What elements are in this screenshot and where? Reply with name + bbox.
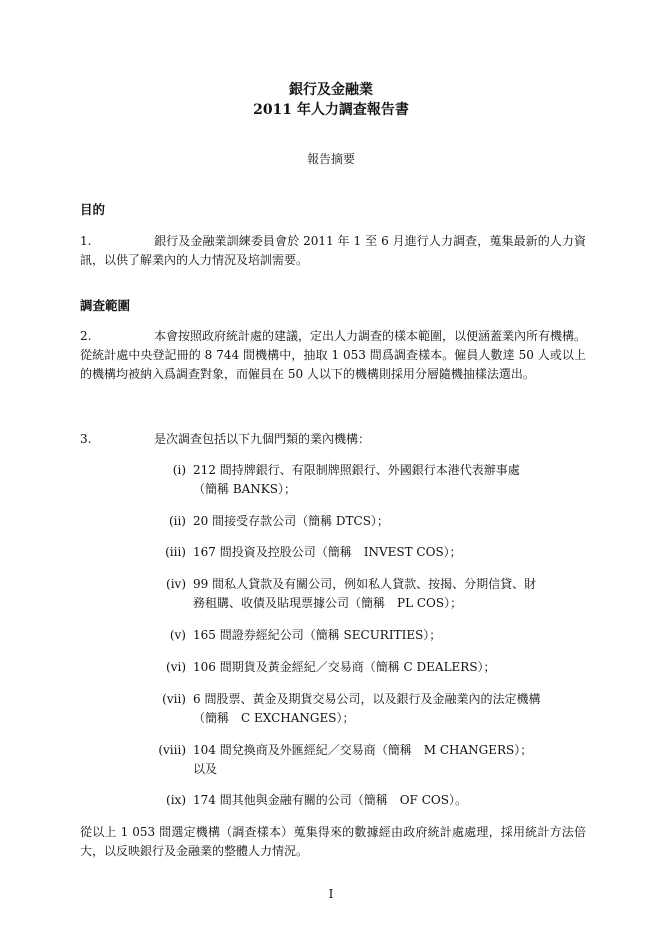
paragraph-1-number: 1. (80, 234, 92, 248)
list-item-marker: (iii) (165, 545, 186, 559)
list-item-marker: (ix) (166, 793, 186, 807)
list-item-text: 212 間持牌銀行、有限制牌照銀行、外國銀行本港代表辦事處（簡稱 BANKS）； (193, 463, 520, 496)
list-item-marker: (v) (169, 628, 186, 642)
list-item-text: 174 間其他與金融有關的公司（簡稱 OF COS）。 (193, 793, 467, 807)
paragraph-2-number: 2. (80, 329, 92, 343)
summary-label: 報告摘要 (306, 152, 355, 166)
paragraph-2-text: 本會按照政府統計處的建議，定出人力調查的樣本範圍，以便涵蓋業內所有機構。從統計處中央登記冊的 8 744 間機構中，抽取 1 053 間爲調查樣本。僱員人數達 50 人或以上的機構均被納入爲調查對象，而僱員在 50 人以下的機構則採用分層隨機抽樣法選出。 (80, 329, 587, 381)
page-number: I (328, 887, 334, 901)
scope-heading: 調查範圍 (80, 298, 131, 313)
list-item-text: 20 間接受存款公司（簡稱 DTCS）； (193, 514, 389, 528)
paragraph-2 (80, 327, 586, 384)
list-item-marker: (viii) (158, 743, 186, 757)
list-item-text: 167 間投資及控股公司（簡稱 INVEST COS）； (193, 545, 462, 559)
list-item-marker: (ii) (168, 514, 186, 528)
paragraph-1-text: 銀行及金融業訓練委員會於 2011 年 1 至 6 月進行人力調查，蒐集最新的人力資訊，以供了解業內的人力情況及培訓需要。 (80, 234, 586, 267)
document-subtitle-year: 2011 年人力調查報告書 (253, 102, 409, 118)
list-item-text: 104 間兌換商及外匯經紀／交易商（簡稱 M CHANGERS）；以及 (193, 743, 533, 776)
list-item-text: 165 間證券經紀公司（簡稱 SECURITIES）； (193, 628, 442, 642)
paragraph-3-number: 3. (80, 432, 92, 446)
list-item-text: 99 間私人貸款及有關公司，例如私人貸款、按揭、分期信貸、財務租購、收債及貼現票據公司（簡稱 PL COS）； (193, 577, 537, 610)
closing-paragraph: 從以上 1 053 間選定機構（調查樣本）蒐集得來的數據經由政府統計處處理，採用統計方法倍大，以反映銀行及金融業的整體人力情況。 (80, 825, 586, 858)
document-title: 銀行及金融業 (289, 82, 373, 98)
list-item-marker: (i) (172, 463, 186, 477)
list-item-marker: (vi) (166, 660, 186, 674)
list-item-marker: (iv) (166, 577, 186, 591)
list-item-marker: (vii) (162, 692, 186, 706)
list-item-text: 106 間期貨及黃金經紀／交易商（簡稱 C DEALERS）； (193, 660, 496, 674)
paragraph-1 (80, 232, 586, 270)
purpose-heading: 目的 (80, 202, 106, 217)
list-item-text: 6 間股票、黃金及期貨交易公司，以及銀行及金融業內的法定機構（簡稱 C EXCHANGES）； (193, 692, 541, 725)
paragraph-3 (80, 430, 370, 449)
paragraph-3-text: 是次調查包括以下九個門類的業內機構： (154, 432, 371, 446)
